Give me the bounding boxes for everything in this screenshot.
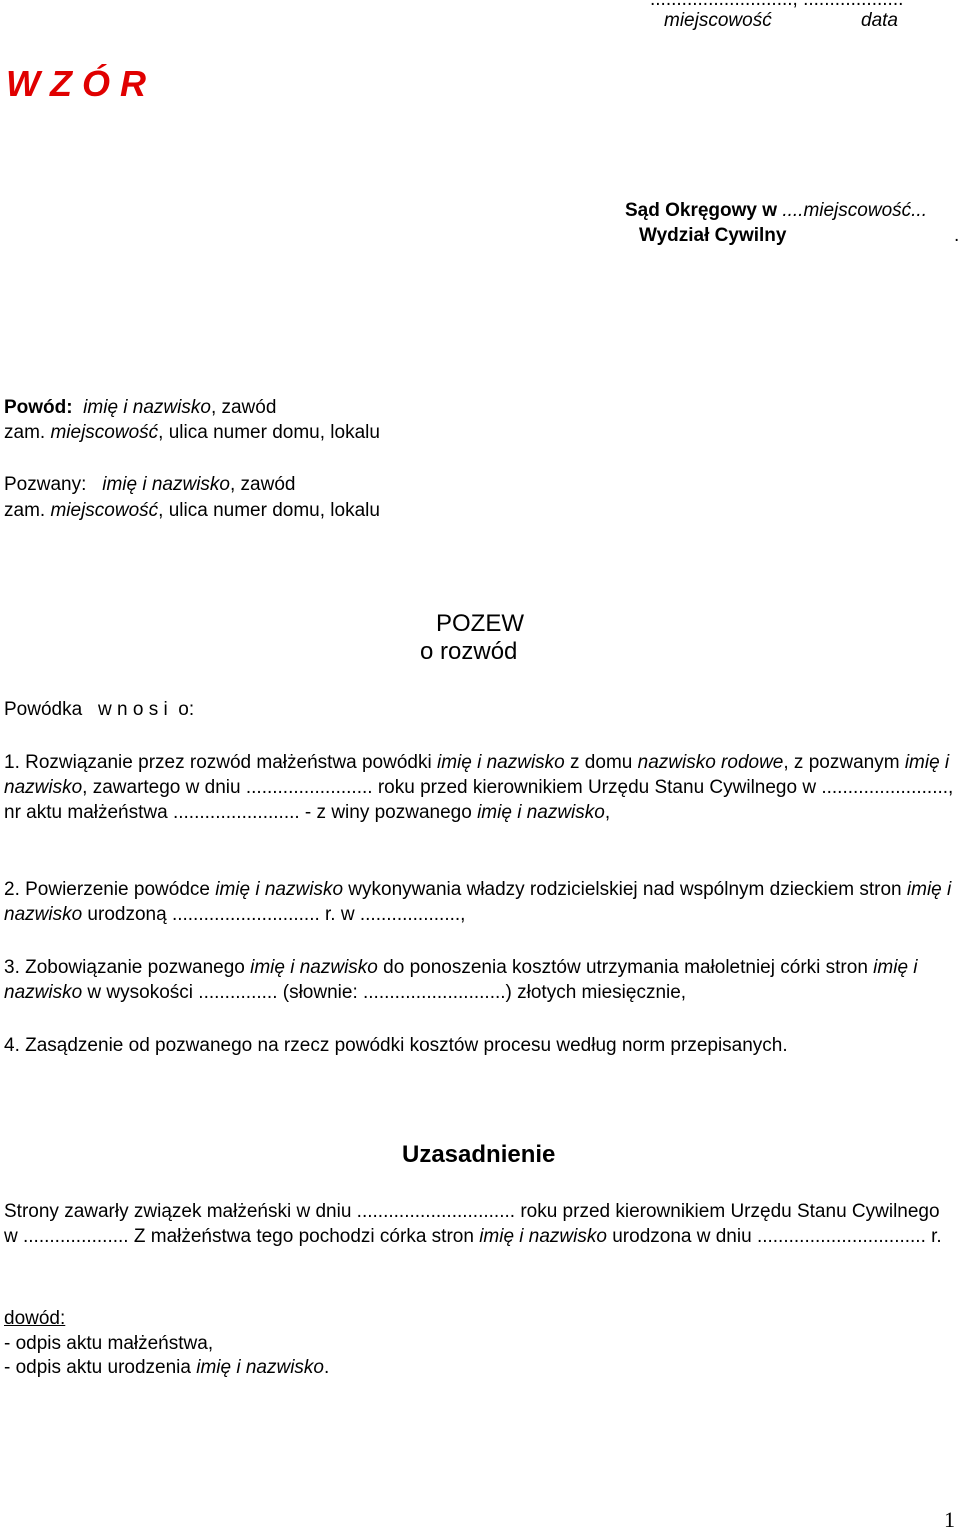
plaintiff-line: Powód: imię i nazwisko, zawód	[4, 397, 277, 418]
court-place: ....miejscowość...	[782, 200, 927, 221]
document-title: POZEW	[436, 610, 524, 637]
court-name: Sąd Okręgowy w	[625, 200, 778, 221]
point-1: 1. Rozwiązanie przez rozwód małżeństwa powódki imię i nazwisko z domu nazwisko rodowe, z pozwanym imię i nazwisko, zawartego w dniu ........................ roku przed kierownikiem Urzędu Stanu Cywilnego w ........................, nr aktu małżeństwa ........................ - z winy pozwanego imię i nazwisko,	[4, 752, 954, 823]
defendant-line: Pozwany: imię i nazwisko, zawód	[4, 474, 296, 495]
request-intro: Powódka w n o s i o:	[4, 699, 195, 720]
justification-heading: Uzasadnienie	[402, 1141, 556, 1168]
court-line-2	[639, 223, 786, 248]
court-line-1	[625, 198, 927, 223]
template-title: W Z Ó R	[6, 63, 146, 104]
court-line-2-end: .	[954, 225, 960, 246]
evidence-label: dowód:	[4, 1308, 66, 1329]
point-2: 2. Powierzenie powódce imię i nazwisko wykonywania władzy rodzicielskiej nad wspólnym dzieckiem stron imię i nazwisko urodzoną ............................ r. w ...................,	[4, 879, 952, 925]
defendant-address: zam. miejscowość, ulica numer domu, lokalu	[4, 500, 380, 521]
justification-text: Strony zawarły związek małżeński w dniu .............................. roku przed kierownikiem Urzędu Stanu Cywilnego w .................... Z małżeństwa tego pochodzi córka stron imię i nazwisko urodzona w dniu ................................ r.	[4, 1201, 942, 1247]
date-label: data	[861, 10, 898, 31]
document-subtitle: o rozwód	[420, 638, 518, 665]
defendant-name: imię i nazwisko	[102, 474, 230, 495]
court-division: Wydział Cywilny	[639, 225, 787, 246]
evidence-item-1: - odpis aktu małżeństwa,	[4, 1333, 214, 1354]
page-number: 1	[944, 1507, 955, 1532]
evidence-item-2: - odpis aktu urodzenia imię i nazwisko.	[4, 1357, 330, 1378]
place-label: miejscowość	[664, 10, 772, 31]
plaintiff-address: zam. miejscowość, ulica numer domu, lokalu	[4, 422, 380, 443]
point-4: 4. Zasądzenie od pozwanego na rzecz powódki kosztów procesu według norm przepisanych.	[4, 1035, 788, 1056]
plaintiff-name: imię i nazwisko	[83, 397, 211, 418]
point-3: 3. Zobowiązanie pozwanego imię i nazwisko do ponoszenia kosztów utrzymania małoletniej córki stron imię i nazwisko w wysokości ............... (słownie: ...........................) złotych miesięcznie,	[4, 957, 918, 1003]
